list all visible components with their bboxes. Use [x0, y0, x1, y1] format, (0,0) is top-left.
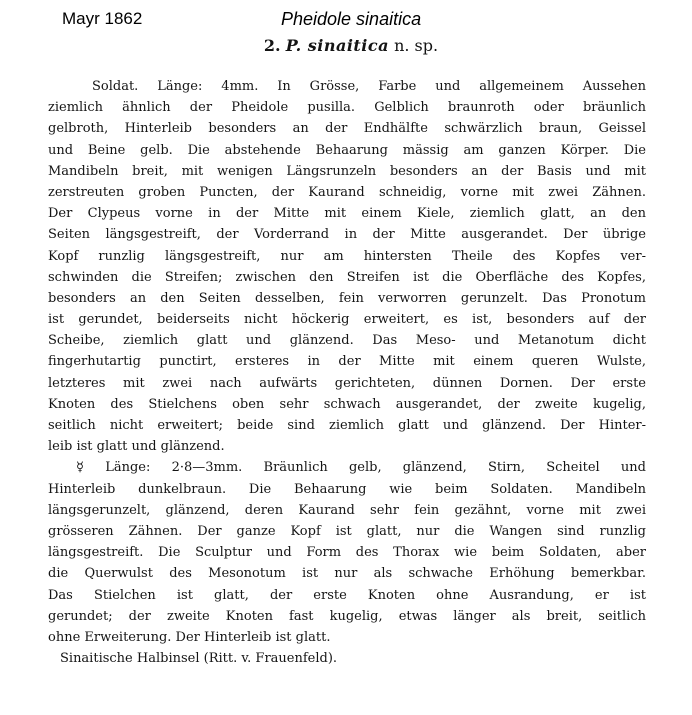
- text-line: Das Stielchen ist glatt, der erste Knoten ohne Ausrandung, er ist: [48, 587, 646, 603]
- species-number: 2.: [263, 36, 281, 55]
- species-heading: [0, 36, 692, 55]
- author-year-label: Mayr 1862: [62, 9, 143, 28]
- text-line: und Beine gelb. Die abstehende Behaarung mässig am ganzen Körper. Die: [48, 142, 646, 158]
- text-line: die Querwulst des Mesonotum ist nur als schwache Erhöhung bemerkbar.: [48, 566, 646, 582]
- text-line: Hinterleib dunkelbraun. Die Behaarung wie beim Soldaten. Mandibeln: [48, 481, 646, 497]
- text-line: Der Clypeus vorne in der Mitte mit einem Kiele, ziemlich glatt, an den: [48, 206, 646, 222]
- text-line: Mandibeln breit, mit wenigen Längsrunzeln besonders an der Basis und mit: [48, 163, 646, 179]
- text-line: ☿ Länge: 2·8—3mm. Bräunlich gelb, glänzend, Stirn, Scheitel und: [76, 460, 646, 476]
- text-line: gerundet; der zweite Knoten fast kugelig, etwas länger als breit, seitlich: [48, 608, 646, 624]
- text-line: fingerhutartig punctirt, ersteres in der Mitte mit einem queren Wulste,: [48, 354, 646, 370]
- text-line: letzteres mit zwei nach aufwärts gerichteten, dünnen Dornen. Der erste: [48, 375, 646, 391]
- text-line: Seiten längsgestreift, der Vorderrand in der Mitte ausgerandet. Der übrige: [48, 227, 646, 243]
- text-line: Knoten des Stielchens oben sehr schwach ausgerandet, der zweite kugelig,: [48, 396, 646, 412]
- text-line: Kopf runzlig längsgestreift, nur am hintersten Theile des Kopfes ver-: [48, 248, 646, 264]
- taxon-title: Pheidole sinaitica: [281, 9, 422, 29]
- text-line: ist gerundet, beiderseits nicht höckerig erweitert, es ist, besonders auf der: [48, 312, 646, 328]
- text-line: Scheibe, ziemlich glatt und glänzend. Das Meso- und Metanotum dicht: [48, 333, 646, 349]
- species-suffix: n. sp.: [394, 36, 439, 55]
- locality-line: Sinaitische Halbinsel (Ritt. v. Frauenfeld).: [60, 651, 338, 667]
- text-line: längsgerunzelt, glänzend, deren Kaurand sehr fein gezähnt, vorne mit zwei: [48, 502, 646, 518]
- text-line: ziemlich ähnlich der Pheidole pusilla. Gelblich braunroth oder bräunlich: [48, 100, 646, 116]
- text-line: längsgestreift. Die Sculptur und Form des Thorax wie beim Soldaten, aber: [48, 545, 646, 561]
- text-line: gelbroth, Hinterleib besonders an der Endhälfte schwärzlich braun, Geissel: [48, 121, 646, 137]
- description-text: [48, 76, 646, 669]
- text-line: schwinden die Streifen; zwischen den Streifen ist die Oberfläche des Kopfes,: [48, 269, 646, 285]
- text-line: grösseren Zähnen. Der ganze Kopf ist glatt, nur die Wangen sind runzlig: [48, 523, 646, 539]
- text-line: leib ist glatt und glänzend.: [48, 439, 225, 455]
- text-line: seitlich nicht erweitert; beide sind ziemlich glatt und glänzend. Der Hinter-: [48, 418, 646, 433]
- text-line: besonders an den Seiten desselben, fein verworren gerunzelt. Das Pronotum: [48, 290, 646, 306]
- species-name: P. sinaitica: [285, 36, 389, 55]
- text-line: zerstreuten groben Puncten, der Kaurand schneidig, vorne mit zwei Zähnen.: [48, 184, 646, 200]
- text-line: Soldat. Länge: 4mm. In Grösse, Farbe und allgemeinem Aussehen: [92, 79, 646, 94]
- text-line: ohne Erweiterung. Der Hinterleib ist glatt.: [48, 629, 331, 645]
